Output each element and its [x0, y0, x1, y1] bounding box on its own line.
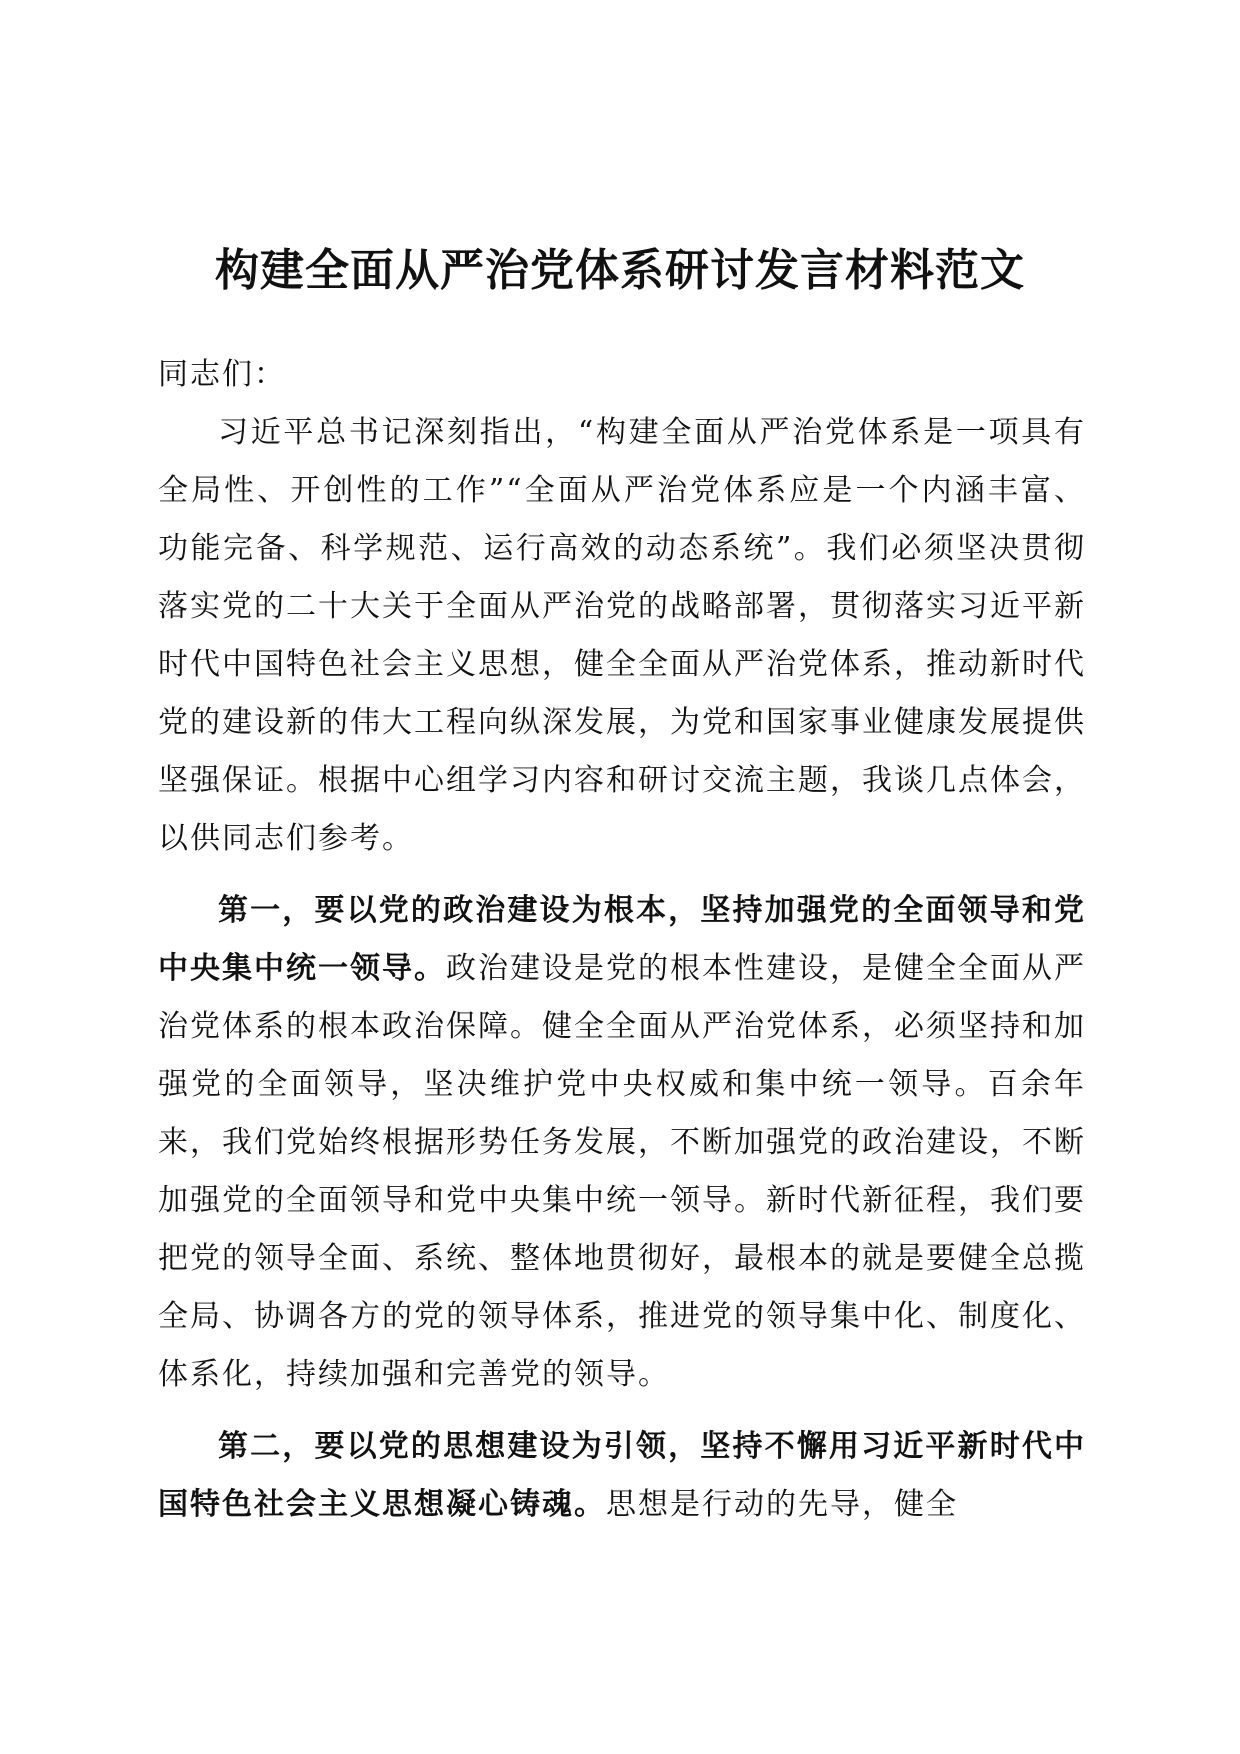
- paragraph-text: 习近平总书记深刻指出，“构建全面从严治党体系是一项具有全局性、开创性的工作”“全面从严治党体系应是一个内涵丰富、功能完备、科学规范、运行高效的动态系统”。我们必须坚决贯彻落实党的二十大关于全面从严治党的战略部署，贯彻落实习近平新时代中国特色社会主义思想，健全全面从严治党体系，推动新时代党的建设新的伟大工程向纵深发展，为党和国家事业健康发展提供坚强保证。根据中心组学习内容和研讨交流主题，我谈几点体会，以供同志们参考。: [158, 415, 1086, 856]
- paragraph-lead: 第二，要以党的思想建设为引领，坚持不懈用习近平新时代中国特色社会主义思想凝心铸魂。: [158, 1429, 1086, 1522]
- document-title: 构建全面从严治党体系研讨发言材料范文: [215, 245, 1025, 296]
- document-body: [158, 346, 1086, 1534]
- paragraph-intro: [158, 404, 1086, 868]
- paragraph-point-one: [158, 882, 1086, 1404]
- paragraph-lead: 第一，要以党的政治建设为根本，坚持加强党的全面领导和党中央集中统一领导。: [158, 893, 1086, 986]
- paragraph-text: 思想是行动的先导，健全: [606, 1487, 958, 1522]
- paragraph-text: 政治建设是党的根本性建设，是健全全面从严治党体系的根本政治保障。健全全面从严治党体系，必须坚持和加强党的全面领导，坚决维护党中央权威和集中统一领导。百余年来，我们党始终根据形势任务发展，不断加强党的政治建设，不断加强党的全面领导和党中央集中统一领导。新时代新征程，我们要把党的领导全面、系统、整体地贯彻好，最根本的就是要健全总揽全局、协调各方的党的领导体系，推进党的领导集中化、制度化、体系化，持续加强和完善党的领导。: [158, 951, 1086, 1392]
- salutation: 同志们：: [158, 357, 286, 392]
- paragraph-point-two: [158, 1418, 1086, 1534]
